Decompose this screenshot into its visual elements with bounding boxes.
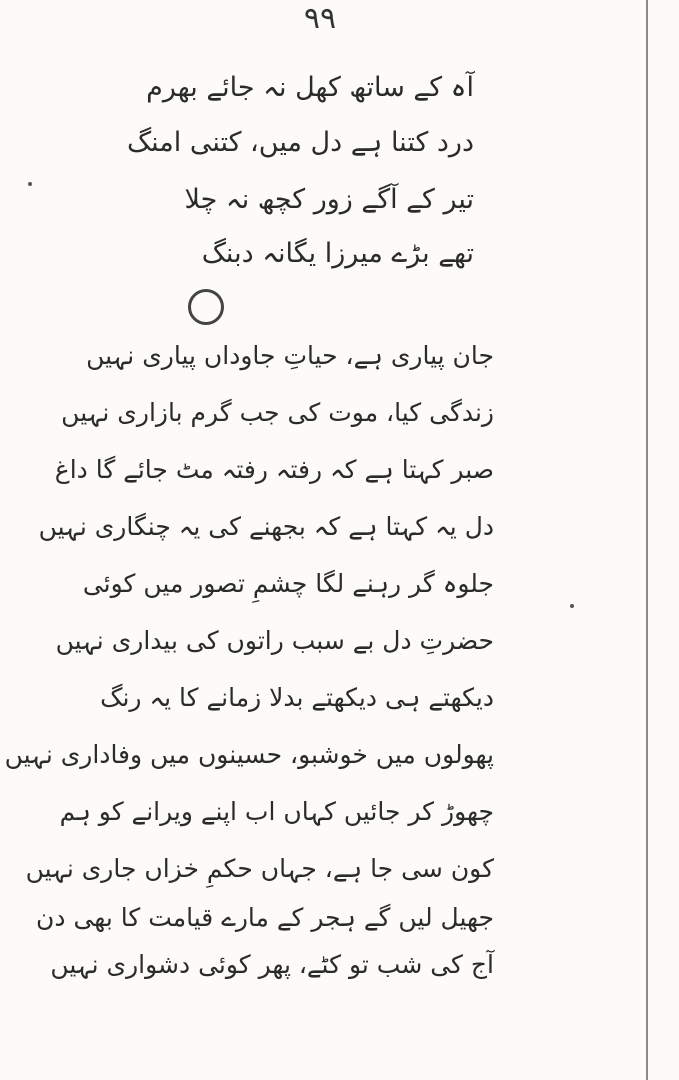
ghazal-line-12: آج کی شب تو کٹے، پھر کوئی دشواری نہیں — [50, 950, 494, 979]
ghazal-line-9: چھوڑ کر جائیں کہاں اب اپنے ویرانے کو ہم — [59, 797, 494, 826]
quatrain-line-3: تیر کے آگے زور کچھ نہ چلا — [184, 184, 474, 215]
quatrain-line-2: درد کتنا ہے دل میں، کتنی امنگ — [126, 127, 474, 158]
ghazal-line-6: حضرتِ دل بے سبب راتوں کی بیداری نہیں — [55, 626, 494, 655]
ghazal-line-5: جلوہ گر رہنے لگا چشمِ تصور میں کوئی — [82, 569, 494, 598]
ghazal-line-7: دیکھتے ہی دیکھتے بدلا زمانے کا یہ رنگ — [100, 683, 494, 712]
scan-speck — [570, 604, 574, 608]
quatrain-line-1: آہ کے ساتھ کھل نہ جائے بھرم — [146, 72, 474, 103]
scan-speck — [28, 182, 32, 186]
ghazal-line-2: زندگی کیا، موت کی جب گرم بازاری نہیں — [61, 398, 494, 427]
ghazal-line-8: پھولوں میں خوشبو، حسینوں میں وفاداری نہیں — [4, 740, 494, 769]
ghazal-line-4: دل یہ کہتا ہے کہ بجھنے کی یہ چنگاری نہیں — [38, 512, 494, 541]
ghazal-line-11: جھیل لیں گے ہجر کے مارے قیامت کا بھی دن — [36, 903, 494, 932]
page-number: ۹۹ — [303, 1, 337, 36]
ghazal-line-3: صبر کہتا ہے کہ رفتہ رفتہ مٹ جائے گا داغ — [54, 455, 494, 484]
page-edge-border — [646, 0, 648, 1080]
ghazal-line-1: جان پیاری ہے، حیاتِ جاوداں پیاری نہیں — [86, 341, 494, 370]
quatrain-line-4: تھے بڑے میرزا یگانہ دبنگ — [201, 238, 474, 269]
section-marker-circle — [188, 289, 224, 325]
ghazal-line-10: کون سی جا ہے، جہاں حکمِ خزاں جاری نہیں — [25, 854, 494, 883]
